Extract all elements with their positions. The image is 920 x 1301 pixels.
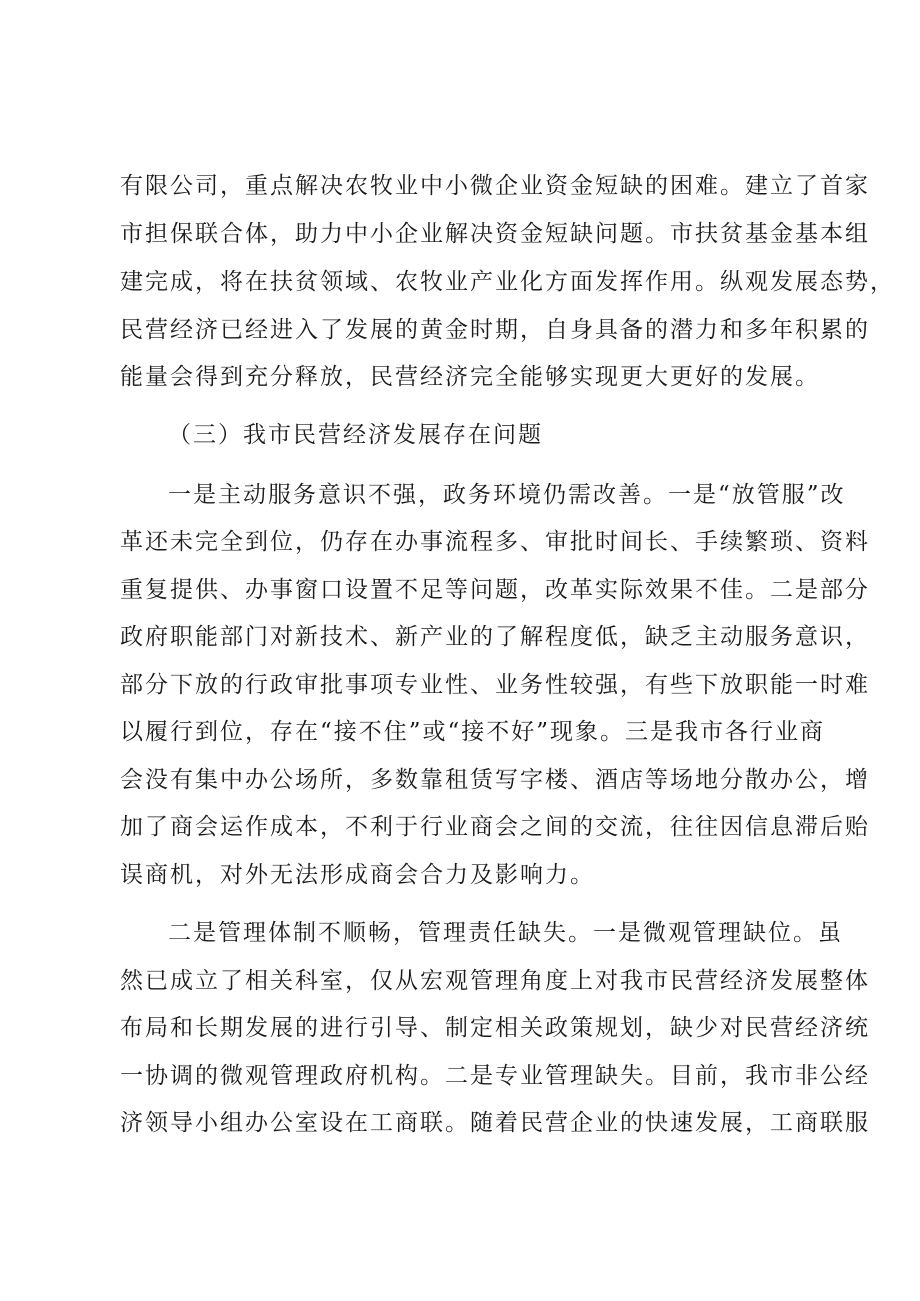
paragraph-1-line-3: 建完成，将在扶贫领域、农牧业产业化方面发挥作用。纵观发展态势，: [120, 269, 895, 295]
paragraph-3-line-5: 济领导小组办公室设在工商联。随着民营企业的快速发展，工商联服: [120, 1110, 870, 1136]
paragraph-3-line-2: 然已成立了相关科室，仅从宏观管理角度上对我市民营经济发展整体: [120, 968, 870, 994]
paragraph-2-line-4: 政府职能部门对新技术、新产业的了解程度低，缺乏主动服务意识，: [120, 624, 870, 650]
paragraph-2-line-2: 革还未完全到位，仍存在办事流程多、审批时间长、手续繁琐、资料: [120, 529, 870, 555]
paragraph-2-line-6: 以履行到位，存在“接不住”或“接不好”现象。三是我市各行业商: [120, 719, 826, 745]
paragraph-1-line-5: 能量会得到充分释放，民营经济完全能够实现更大更好的发展。: [120, 364, 820, 390]
paragraph-2-line-9: 误商机，对外无法形成商会合力及影响力。: [120, 862, 595, 888]
paragraph-1-line-2: 市担保联合体，助力中小企业解决资金短缺问题。市扶贫基金基本组: [120, 221, 870, 247]
paragraph-2-line-7: 会没有集中办公场所，多数靠租赁写字楼、酒店等场地分散办公，增: [120, 767, 870, 793]
paragraph-3-line-4: 一协调的微观管理政府机构。二是专业管理缺失。目前，我市非公经: [120, 1063, 870, 1089]
paragraph-3-line-3: 布局和长期发展的进行引导、制定相关政策规划，缺少对民营经济统: [120, 1015, 870, 1041]
paragraph-1-line-4: 民营经济已经进入了发展的黄金时期，自身具备的潜力和多年积累的: [120, 317, 870, 343]
paragraph-2-line-1: 一是主动服务意识不强，政务环境仍需改善。一是“放管服”改: [168, 482, 846, 508]
paragraph-2-line-5: 部分下放的行政审批事项专业性、业务性较强，有些下放职能一时难: [120, 672, 870, 698]
paragraph-1-line-1: 有限公司，重点解决农牧业中小微企业资金短缺的困难。建立了首家: [120, 173, 870, 199]
paragraph-3-line-1: 二是管理体制不顺畅，管理责任缺失。一是微观管理缺位。虽: [168, 920, 843, 946]
paragraph-2-line-8: 加了商会运作成本，不利于行业商会之间的交流，往往因信息滞后贻: [120, 814, 870, 840]
section-heading: （三）我市民营经济发展存在问题: [168, 422, 543, 448]
paragraph-2-line-3: 重复提供、办事窗口设置不足等问题，改革实际效果不佳。二是部分: [120, 577, 870, 603]
